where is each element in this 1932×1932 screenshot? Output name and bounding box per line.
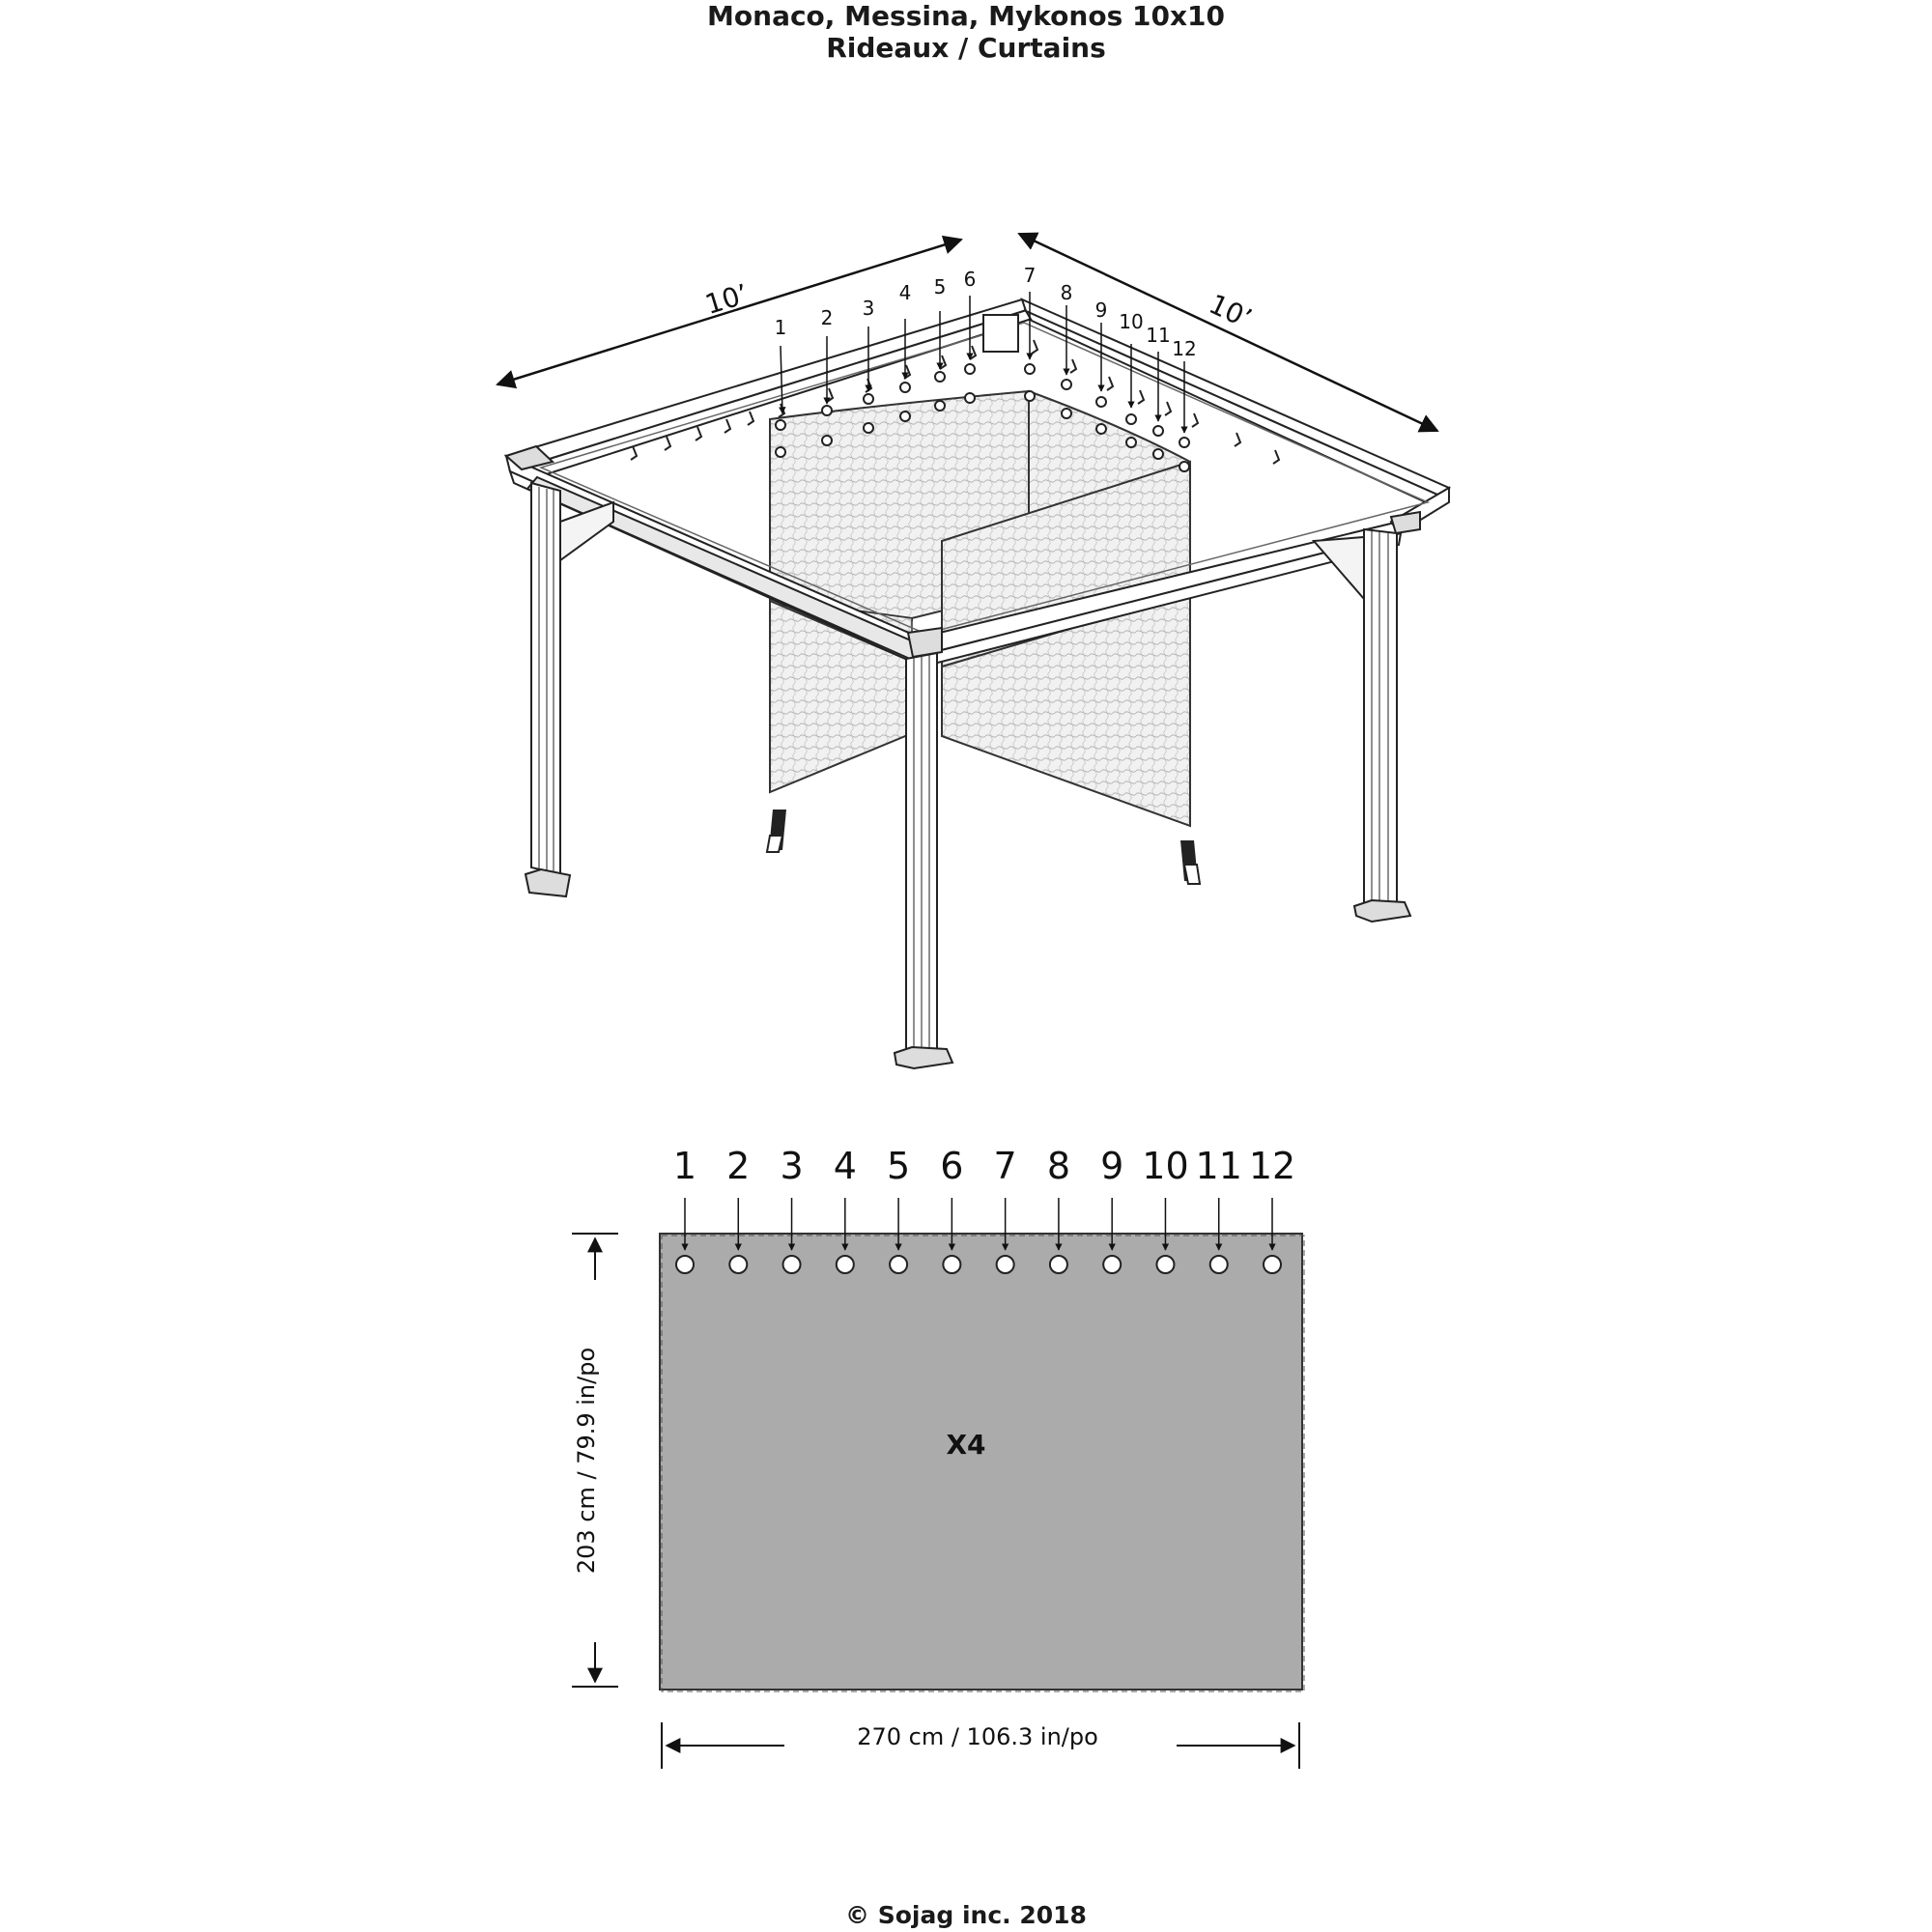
grommet-label: 5: [886, 1145, 911, 1187]
grommet-label: 3: [780, 1145, 804, 1187]
grommet: [837, 1256, 854, 1273]
hook-label: 10: [1119, 310, 1144, 333]
diagram-title: Monaco, Messina, Mykonos 10x10: [707, 0, 1225, 32]
gazebo-illustration: [506, 292, 1449, 1068]
width-dimension-label-panel: 270 cm / 106.3 in/po: [857, 1723, 1098, 1750]
hook-label: 4: [898, 281, 912, 304]
grommet: [729, 1256, 747, 1273]
hook-label: 6: [963, 268, 977, 291]
diagram-subtitle: Rideaux / Curtains: [826, 32, 1106, 64]
grommet: [890, 1256, 907, 1273]
back-post-top: [983, 315, 1018, 352]
grommet-label: 4: [833, 1145, 857, 1187]
width-dimension-label: 10’: [701, 277, 753, 322]
grommet-label: 11: [1195, 1145, 1242, 1187]
grommet-label: 12: [1248, 1145, 1296, 1187]
grommet-label: 7: [993, 1145, 1017, 1187]
hook-label: 9: [1094, 298, 1108, 322]
hook-label: 3: [862, 297, 875, 320]
post-right: [1364, 529, 1397, 906]
curtain-panel-fabric: [660, 1234, 1302, 1690]
post-left: [531, 483, 560, 874]
grommet: [997, 1256, 1014, 1273]
grommet-label: 2: [726, 1145, 751, 1187]
grommet: [1050, 1256, 1067, 1273]
hook-label: 5: [933, 275, 947, 298]
grommet: [1264, 1256, 1281, 1273]
grommet: [1156, 1256, 1174, 1273]
grommet-label: 1: [672, 1145, 697, 1187]
hook-label: 12: [1172, 337, 1197, 360]
copyright-notice: © Sojag inc. 2018: [845, 1901, 1087, 1929]
grommet-label: 8: [1046, 1145, 1071, 1187]
quantity-label: X4: [946, 1429, 986, 1461]
grommet-label: 10: [1142, 1145, 1189, 1187]
grommet-label: 6: [940, 1145, 964, 1187]
hook-label: 2: [820, 306, 834, 329]
hook-label: 1: [774, 316, 787, 339]
height-dimension-label: 203 cm / 79.9 in/po: [573, 1347, 600, 1575]
hook-label: 11: [1146, 324, 1171, 347]
grommet: [943, 1256, 960, 1273]
grommet: [676, 1256, 694, 1273]
curtain-panel: [660, 1145, 1304, 1691]
grommet: [1210, 1256, 1228, 1273]
grommet-label: 9: [1100, 1145, 1124, 1187]
tieback-clip-right: [1180, 840, 1200, 884]
hook-label: 8: [1060, 281, 1073, 304]
grommet: [783, 1256, 801, 1273]
depth-dimension-label: 10’: [1204, 287, 1257, 335]
grommet: [1103, 1256, 1121, 1273]
hook-label: 7: [1023, 264, 1037, 287]
tieback-clip-left: [767, 810, 786, 852]
